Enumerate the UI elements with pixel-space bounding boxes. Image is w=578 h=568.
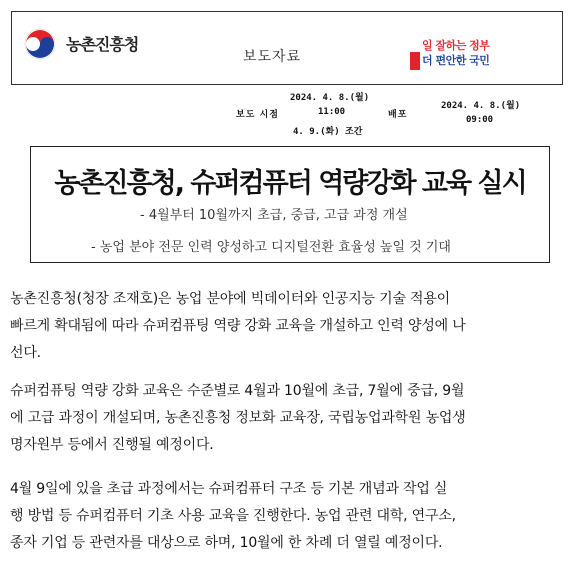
slogan-line-1: 일 잘하는 정부: [422, 39, 490, 52]
doc-type-label: 보도자료: [243, 49, 302, 65]
embargo-label: 보도 시점: [236, 110, 279, 120]
government-slogan: [408, 38, 496, 72]
distribution-time: 09:00: [466, 115, 494, 125]
body-paragraph-3: 4월 9일에 있을 초급 과정에서는 슈퍼컴퓨터 구조 등 기본 개념과 작업 실 행 방법 등 슈퍼컴퓨터 기초 사용 교육을 진행한다. 농업 관련 대학, 연구소, 종자 기업 등 관련자를 대상으로 하며, 10월에 한 차례 더 열릴 예정이다.: [10, 481, 456, 551]
embargo-date: 2024. 4. 8.(월): [290, 93, 370, 103]
headline-subtitle-2: - 농업 분야 전문 인력 양성하고 디지털전환 효율성 높일 것 기대: [91, 240, 451, 255]
agency-name: 농촌진흥청: [66, 35, 139, 54]
headline-subtitle-1: - 4월부터 10월까지 초급, 중급, 고급 과정 개설: [140, 208, 408, 223]
distribution-date: 2024. 4. 8.(월): [441, 101, 521, 111]
headline-box: [30, 146, 550, 263]
headline-title: 농촌진흥청, 슈퍼컴퓨터 역량강화 교육 실시: [54, 168, 526, 199]
distribution-label: 배포: [388, 110, 408, 120]
embargo-morning-date: 4. 9.(화) 조간: [293, 127, 363, 137]
body-paragraph-1: 농촌진흥청(청장 조재호)은 농업 분야에 빅데이터와 인공지능 기술 적용이 빠르게 확대됨에 따라 슈퍼컴퓨팅 역량 강화 교육을 개설하고 인력 양성에 나 선다.: [10, 291, 466, 361]
slogan-bar-icon: [410, 52, 420, 70]
slogan-line-2: 더 편안한 국민: [422, 54, 490, 67]
taegeuk-logo-icon: [22, 26, 58, 62]
embargo-time: 11:00: [318, 107, 346, 117]
agency-logo: [22, 26, 172, 60]
body-paragraph-2: 슈퍼컴퓨팅 역량 강화 교육은 수준별로 4월과 10월에 초급, 7월에 중급, 9월 에 고급 과정이 개설되며, 농촌진흥청 정보화 교육장, 국립농업과학원 농업생 명자원부 등에서 진행될 예정이다.: [10, 383, 466, 453]
